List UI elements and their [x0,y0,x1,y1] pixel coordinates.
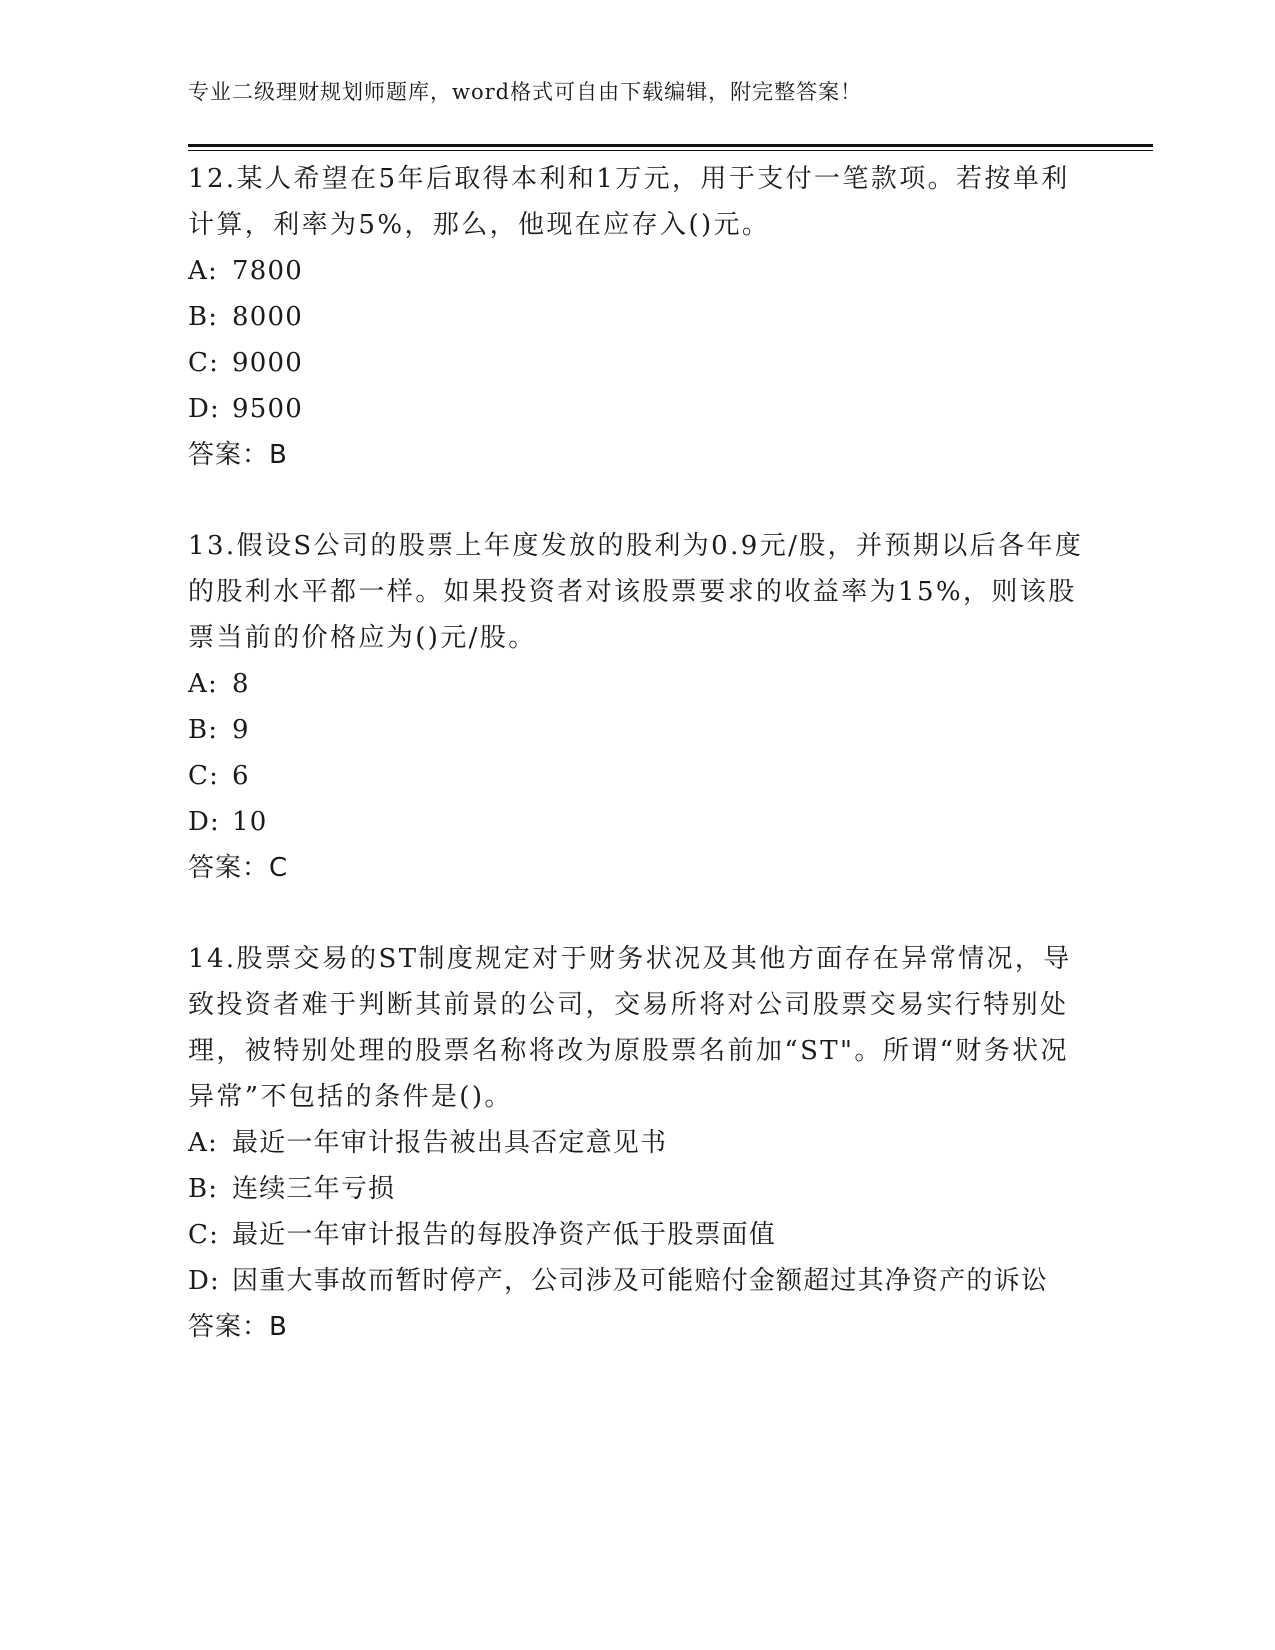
answer: 答案：C [188,853,289,883]
question-12 [188,156,1088,478]
question-text: 12.某人希望在5年后取得本利和1万元，用于支付一笔款项。若按单利计算，利率为5%，那么，他现在应存入()元。 [188,164,1070,240]
option-text: 因重大事故而暂时停产，公司涉及可能赔付金额超过其净资产的诉讼 [232,1266,1049,1296]
option-b [188,707,1088,753]
option-letter: B: [188,302,219,332]
option-a [188,661,1088,707]
question-13 [188,523,1088,891]
option-c [188,340,1088,386]
option-letter: C: [188,348,220,378]
option-a [188,248,1088,294]
option-c [188,753,1088,799]
page-header: 专业二级理财规划师题库，word格式可自由下载编辑，附完整答案！ [188,80,863,104]
option-letter: D: [188,394,221,424]
option-letter: B: [188,715,219,745]
option-text: 7800 [232,256,303,286]
header-rule-thick [188,144,1153,147]
option-text: 8 [232,669,250,699]
question-text: 14.股票交易的ST制度规定对于财务状况及其他方面存在异常情况，导致投资者难于判断其前景的公司，交易所将对公司股票交易实行特别处理，被特别处理的股票名称将改为原股票名前加“ST"。所谓“财务状况异常”不包括的条件是()。 [188,944,1072,1112]
option-b [188,1166,1088,1212]
option-letter: A: [188,669,218,699]
spacer [188,478,1088,523]
option-c [188,1212,1088,1258]
option-text: 6 [232,761,250,791]
answer: 答案：B [188,440,288,470]
header-rule-thin [188,150,1153,151]
option-text: 9500 [232,394,303,424]
option-text: 连续三年亏损 [232,1174,396,1204]
question-list [188,156,1088,1350]
option-d [188,799,1088,845]
question-14 [188,936,1088,1350]
option-letter: C: [188,1220,220,1250]
option-text: 9000 [232,348,303,378]
option-d [188,1258,1088,1304]
option-text: 9 [232,715,250,745]
answer: 答案：B [188,1312,288,1342]
option-letter: D: [188,807,221,837]
option-b [188,294,1088,340]
option-text: 最近一年审计报告的每股净资产低于股票面值 [232,1220,777,1250]
question-text: 13.假设S公司的股票上年度发放的股利为0.9元/股，并预期以后各年度的股利水平都一样。如果投资者对该股票要求的收益率为15%，则该股票当前的价格应为()元/股。 [188,531,1084,653]
option-letter: A: [188,1128,218,1158]
option-d [188,386,1088,432]
spacer [188,891,1088,936]
option-letter: C: [188,761,220,791]
option-text: 8000 [232,302,303,332]
option-letter: D: [188,1266,221,1296]
option-letter: A: [188,256,218,286]
option-a [188,1120,1088,1166]
option-letter: B: [188,1174,219,1204]
option-text: 最近一年审计报告被出具否定意见书 [232,1128,668,1158]
option-text: 10 [232,807,268,837]
